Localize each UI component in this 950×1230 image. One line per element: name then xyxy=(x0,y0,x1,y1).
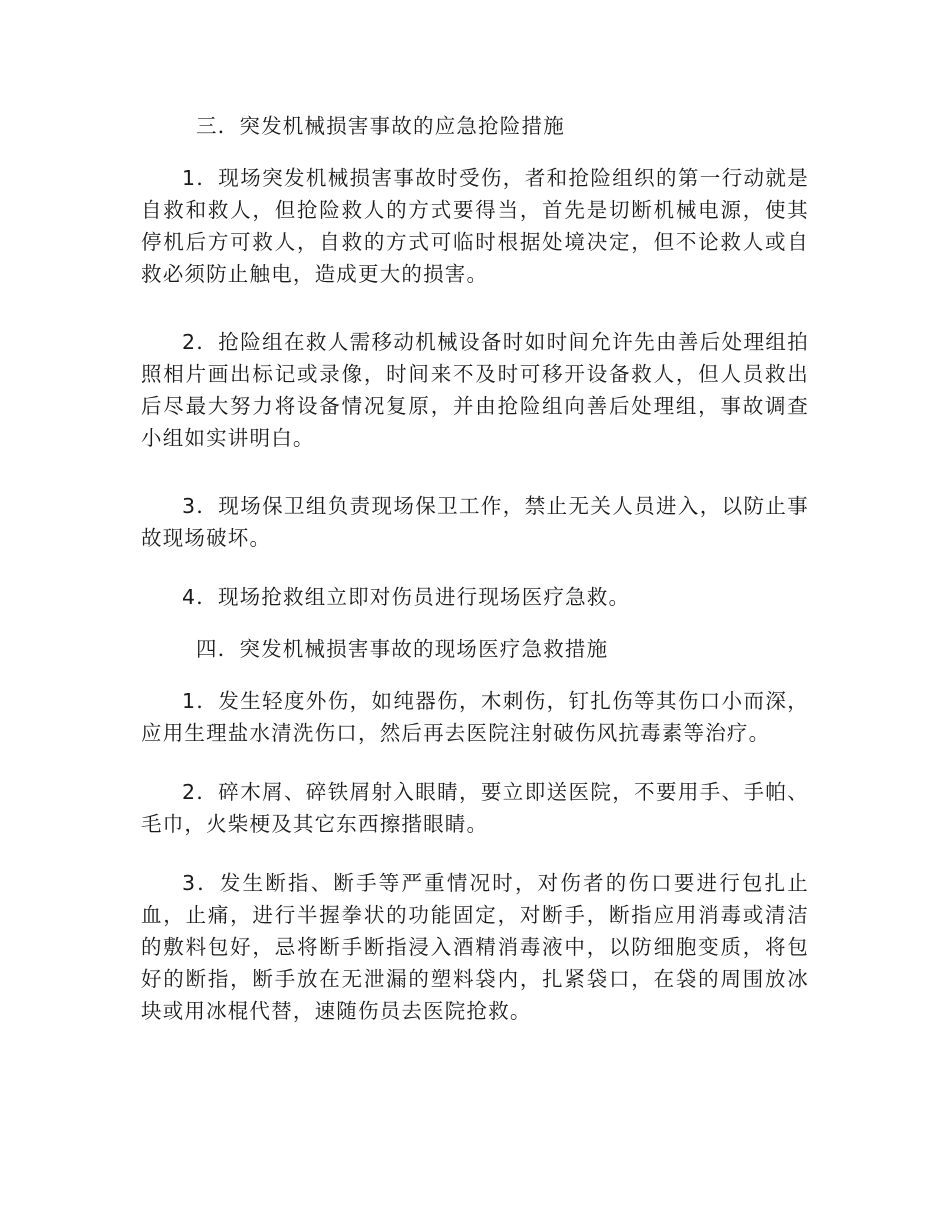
paragraph-4-1: 1．发生轻度外伤，如纯器伤，木刺伤，钉扎伤等其伤口小而深，应用生理盐水清洗伤口，然后再去医院注射破伤风抗毒素等治疗。 xyxy=(141,689,809,745)
paragraph-3-3: 3．现场保卫组负责现场保卫工作，禁止无关人员进入，以防止事故现场破坏。 xyxy=(141,494,809,550)
paragraph-4-3: 3．发生断指、断手等严重情况时，对伤者的伤口要进行包扎止血，止痛，进行半握拳状的功能固定，对断手，断指应用消毒或清洁的敷料包好，忌将断手断指浸入酒精消毒液中，以防细胞变质，将包好的断指，断手放在无泄漏的塑料袋内，扎紧袋口，在袋的周围放冰块或用冰棍代替，速随伤员去医院抢救。 xyxy=(141,871,809,1023)
paragraph-3-2: 2．抢险组在救人需移动机械设备时如时间允许先由善后处理组拍照相片画出标记或录像，时间来不及时可移开设备救人，但人员救出后尽最大努力将设备情况复原，并由抢险组向善后处理组，事故调查小组如实讲明白。 xyxy=(141,330,809,450)
paragraph-3-4: 4．现场抢救组立即对伤员进行现场医疗急救。 xyxy=(182,585,631,609)
paragraph-3-1: 1．现场突发机械损害事故时受伤，者和抢险组织的第一行动就是自救和救人，但抢险救人的方式要得当，首先是切断机械电源，使其停机后方可救人，自救的方式可临时根据处境决定，但不论救人或自救必须防止触电，造成更大的损害。 xyxy=(141,166,809,286)
section-heading-3: 三．突发机械损害事故的应急抢险措施 xyxy=(196,114,565,138)
section-heading-4: 四．突发机械损害事故的现场医疗急救措施 xyxy=(196,637,609,661)
paragraph-4-2: 2．碎木屑、碎铁屑射入眼睛，要立即送医院，不要用手、手帕、毛巾，火柴梗及其它东西擦揩眼睛。 xyxy=(141,780,809,836)
